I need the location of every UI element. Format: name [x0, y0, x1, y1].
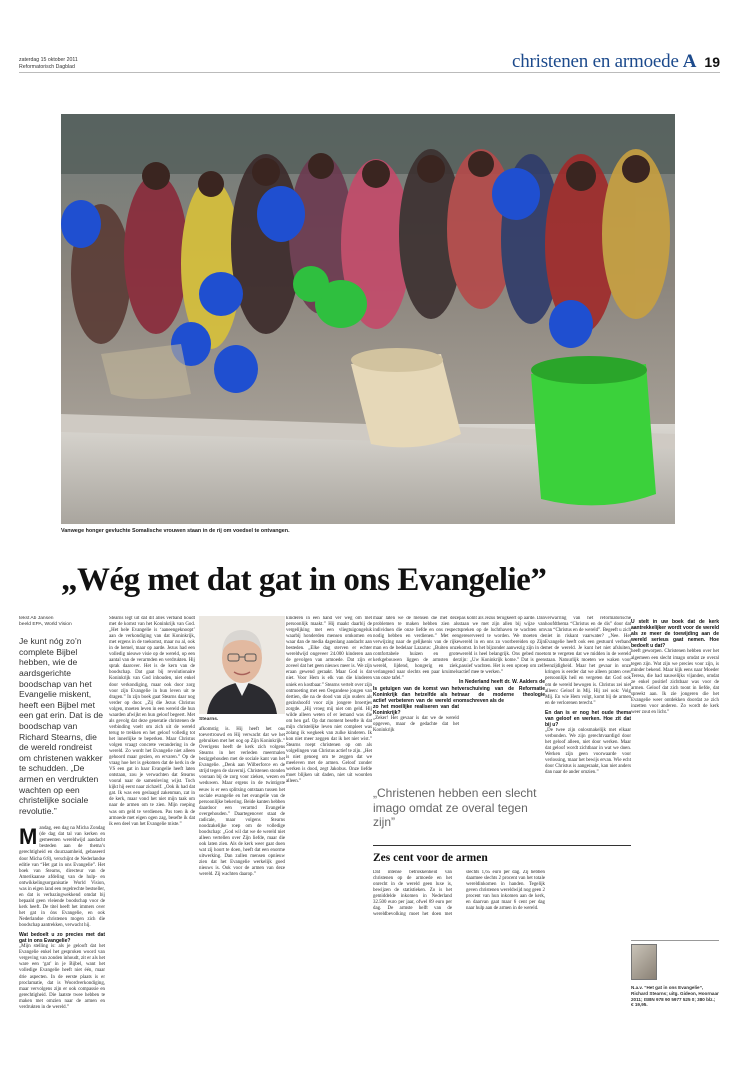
article-column-5: [373, 616, 459, 784]
sidebar-text: Dat intense betrokkenheid van christenen op de armoede en het onrecht in de wereld geen luxe is, bewijzen de statistieken. Zo is het gemiddelde inkomen in Nederland 32.500 euro per jaar, ofwel 89 euro per dag. De armste helft van de wereldbevolking moet het doen met slechts 1,65 euro per dag. Zij hebben daarmee slechts 2 procent van het totale wereldinkomen in handen. Tegelijk geven christenen wereldwijd nog geen 2 procent van hun inkomen aan de kerk, en daarvan gaat maar 6 cent per dag naar hulp aan de armen in de wereld.: [373, 870, 545, 918]
article-text: andag, een dag na Micha Zondag (de dag dat tal van kerken en gemeenten wereldwijd aandacht besteden aan de thema’s gerechtigheid en duurzaamheid, gebaseerd door Micha 6:8), verschijnt de Nederlandse editie van “Het gat in ons Evangelie”. Het boek van Stearns, directeur van de Amerikaanse afdeling van de hulp- en ontwikkelingsorganisatie World Vision, was in eigen land een regelrechte bestseller, en dat is verbazingwekkend omdat bij bepaald geen vleiende boodschap voor de kerk heeft. De titel heeft het immers over het gat in óns Evangelie, en ook Nederlandse christenen mogen zich die boodschap aantrekken, verwacht hij.: [19, 826, 105, 929]
interview-question: Wat bedoelt u zo precies met dat gat in ons Evangelie?: [19, 932, 105, 945]
header-meta: [19, 57, 78, 70]
article-paragraph: maar laten we de mensen die met deze problemen te maken hebben zien als individuen die onze liefde en ons respect nodig hebben en verdienen.” Met een verwijzing naar de gelijkenis van de rijke man en de bedelaar Lazarus: „Buiten onze comfortabele huizen en grote kerkgebouwen liggen de armsten der wereld, lijdend, hongerig en ziek, verlangend naar slechts een paar kruimels van onze tafel.”: [373, 616, 459, 682]
article-paragraph: verwarring van het reformatorische hoofdthema “Christus en de dis” door dat van “Christus en de wereld”. Begeeft u zich niet in riskant vaarwater? „Nee. Het Evangelie heeft ook een gestuurd verband met de wereld. Je kunt het niet afsluiten, om te vergeten dat we midden in de wereld staan. Natuurlijk moeten we waken voor eenzijdigheid. Maar het gevaar in onze kringen is eerder dat we alleen praten over persoonlijk heil en vergeten dat God ook om de wereld bewogen is. Christus zei niet alleen: Geloof in Mij. Hij zei ook: Volg Mij. En wie Hem volgt, komt bij de armen en de verlorenen terecht.”: [545, 616, 631, 706]
interview-question: Is getuigen van de komst van het Koninkrijk dan hetzelfde als het actief verbeteren van de wereld en zo het moeilijke realiseren van dat Koninkrijk?: [373, 685, 459, 716]
article-column-3: [199, 616, 285, 1056]
byline-photo: beeld EPA, World Vision: [19, 622, 72, 628]
article-paragraph: kinderen in een hand ver weg om met persoonlijk maakt.” Hij maakt daarbij de vergelijking met een vliegtuigongeluk waarbij honderden mensen omkomen en waar dan de media dagenlang aandacht aan besteden. „Elke dag sterven er echter wereldwijd ongeveer 24.000 kinderen aan de gevolgen van armoede. Dat zijn er zoveel dat het geen nieuws meer is. We zijn eraan gewend geraakt. Maar God is dat niet. Voor Hem is elk van die kinderen uniek en kostbaar.” Stearns vertelt over zijn ontmoeting met een Oegandese jongen van dertien, die na de dood van zijn ouders als gezinshoofd voor zijn jongere broertjes zorgde. „Hij vroeg mij niet om geld. Hij wilde alleen weten of er iemand was die om hen gaf. Op dat moment besefte ik dat mijn christelijke leven niet compleet was zolang ik wegkeek van zulke kinderen. Ik kon niet meer zeggen dat ik het niet wist.” Stearns roept christenen op om als volgelingen van Christus actief te zijn. „Het is niet genoeg om te zeggen dat we meeleven met de armen. Geloof zonder werken is dood, zegt Jakobus. Onze liefde moet blijken uit daden, niet uit woorden alleen.”: [286, 616, 372, 785]
article-paragraph: pas komt als Jezus terugkeert op aarde. Dan staan we met zijn allen bij wijze van spreken op de luchthaven te wachten om gereserveerd te worden. We moeten de wereld in en ons zo voorbereiden op Zijn komst. In het bijzonder aanwezig zijn in de wereld is heel belangrijk. Ons gebed moet zijn: „Uw Koninkrijk kome.” Dat is geen passief wachten. Het is een oproep om zelf actief mee te werken.”: [459, 616, 545, 676]
byline: [19, 616, 105, 628]
article-paragraph: [19, 826, 105, 929]
section-title: christenen en armoede: [511, 51, 679, 72]
pull-quote: „Christenen hebben een slecht imago omdat ze overal tegen zijn”: [373, 786, 537, 829]
issue-date: zaterdag 15 oktober 2011: [19, 57, 78, 63]
article-paragraph: Stearns legt uit dat dit alles verband houdt met de komst van het Koninkrijk van God. „Het hele Evangelie is ‘aaneengeknoopt’ aan de verkondiging van dat Koninkrijk, met ergens in de toekomst, maar nu al, ook in de hemel, maar op aarde. Jezus had een volledig nieuwe visie op de wereld, op een aantal van de verarmden en verdrukten. Hij sprak daarover. Het is de kern van de boodschap. Dat gaat bij revolutionaire Koninkrijk van God inhouden, niet enkel door verkondiging, maar ook door zorg voor zijn Evangelie in hun leven uit te dragen.” In zijn boek gaat Stearns daar nog verder op door. „Zij die Jezus Christus volgen, moeten leven in een wereld die hun waarden afwijkt en hun geloof begeert. Met als gevolg dat deze generatie christenen de verbinding voelt om zich uit de wereld terug te trekken en het geloof volledig tot het innerlijke te beperken. Maar Christus volgen vraagt concrete verandering in de wereld. Zo wordt het Evangelie niet alleen gehoord maar gezien, en ervaren.” Op de vraag hoe het is gekomen dat de kerk in de VS een gat in haar Evangelie heeft laten ontstaan, zou je verwachten dat Stearns vooral naar de samenleving wijst. Toch kijkt hij eerst naar zichzelf. „Ook ik had dat gat. Ik was een geslaagd zakenman, zat in de kerk, maar vond het niet mijn taak om naar de armen om te zien. Mijn roeping was om geld te verdienen. Pas toen ik de armoede met eigen ogen zag, besefte ik dat ik een deel van het Evangelie miste.”: [109, 616, 195, 827]
header-divider: [19, 72, 720, 73]
article-paragraph: „De twee zijn onlosmakelijk met elkaar verbonden. We zijn gerechtvaardigd door het geloof alleen, niet door werken. Maar dat geloof wordt zichtbaar in wat we doen. Werken zijn geen voorwaarde voor verlossing, maar het bewijs ervan. Wie echt door Christus is aangeraakt, kan niet anders dan naar de ander omzien.”: [545, 727, 631, 776]
interview-question: En dan is er nog het oude thema van geloof en werken. Hoe zit dat bij u?: [545, 709, 631, 728]
article-headline: „Wég met dat gat in ons Evangelie”: [61, 562, 547, 598]
interview-question: In Nederland heeft dr. W. Aalders de verschuiving van de Reformatie naar de moderne theologie omschreven als de: [459, 679, 545, 704]
newspaper-name: Reformatorisch Dagblad: [19, 63, 75, 70]
portrait-caption: Stearns.: [199, 717, 219, 722]
article-lead: Je kunt nóg zo’n complete Bijbel hebben, wie de aardsgerichte boodschap van het Evangelie miskent, heeft een Bijbel met een gat erin. Dat is de boodschap van Richard Stearns, die de wereld rondreist om christenen wakker te schudden. „De armen en verdrukten wachten op een christelijke sociale revolutie.”: [19, 636, 104, 816]
article-column-8: [631, 616, 719, 934]
photo-caption: Vanwege honger gevluchte Somalische vrouwen staan in de rij om voedsel te ontvangen.: [61, 528, 290, 534]
sidebar-article: [373, 870, 545, 1056]
article-paragraph: heeft geworpen. Christenen hebben over het algemeen een slecht imago omdat ze overal tegen zijn. Wat zijn we precies voor zijn, is minder bekend. Maar kijk eens naar Moeder Teresa, die had nauwelijks vijanden, omdat ze enkel positief zichtbaar was voor de armen. Geloof dat zich toont in liefde, dat spreekt aan. Ik zie jongeren die het Evangelie weer ontdekken doordat ze zich inzetten voor anderen. Zo wordt de kerk weer zout en licht.”: [631, 649, 719, 715]
author-portrait: [199, 616, 285, 714]
book-info-text: N.a.v. “Het gat in ons Evangelie”, Richard Stearns; uitg. Gideon, Hoornaar 2011; ISBN 978 90 5977 525 0; 380 blz.; € 19,95.: [631, 985, 719, 1008]
article-paragraph: afkomstig is. Hij heeft het ons toevertrouwd en Hij verwacht dat we het gebruiken met het oog op Zijn Koninkrijk.” Overigens heeft de kerk zich volgens Stearns in het verleden meermalen beziggehouden met de sociale kant van het Evangelie. „Denk aan Wilberforce en de strijd tegen de slavernij. Christenen stonden vooraan bij de zorg voor zieken, wezen en weduwen. Maar ergens in de twintigste eeuw is er een splitsing ontstaan tussen het sociale evangelie en het evangelie van de persoonlijke bekering. Beide kanten hebben daardoor een verarmd Evangelie overgehouden.” Daartegenover staat de radicale, maar volgens Stearns noodzakelijke roep om de volledige boodschap: „God wil dat we de wereld niet alleen vertellen over Zijn liefde, maar die ook laten zien. Als de kerk weer gaat doen wat zij hoort te doen, heeft dat een enorme uitwerking. Dan zullen mensen opnieuw zien dat het Evangelie werkelijk goed nieuws is. Ook voor de armen van deze wereld. Zij wachten daarop.”: [199, 727, 285, 878]
article-column-2: [109, 616, 195, 1056]
byline-text: tekst Ab Jansen: [19, 616, 54, 621]
article-column-7: [545, 616, 631, 1056]
portrait-illustration: [199, 616, 285, 714]
article-column-4: [286, 616, 372, 1056]
news-photo: [61, 114, 675, 524]
article-column-1: [19, 616, 105, 1056]
section-letter: A: [682, 51, 697, 72]
article-paragraph: „Mijn stelling is: als je gelooft dat het Evangelie enkel het gesproken woord van vergeving van zonden inhoudt, zit er als het ware een ‘gat’ in je Bijbel, want het volledige Evangelie heeft niet één, maar drie aspecten. In de eerste plaats is er proclamatie, dat is Woordverkondiging, maar vervolgens zijn er ook compassie en gerechtigheid. Die laatste twee hebben te maken met omzien naar de armen en verdrukten in de wereld.”: [19, 944, 105, 1010]
article-column-6: [459, 616, 545, 784]
drop-cap: M: [19, 824, 38, 850]
interview-question: U stelt in uw boek dat de kerk aantrekkelijker wordt voor de wereld als ze meer de toewijding aan de wereld serieus gaat nemen. Hoe bedoelt u dat?: [631, 619, 719, 650]
section-header: [512, 51, 720, 73]
section-subhead: Zes cent voor de armen: [373, 852, 488, 864]
refugee-queue-illustration: [61, 114, 675, 524]
book-cover: [631, 944, 657, 980]
page-number: 19: [704, 54, 720, 70]
article-paragraph: „Zeker! Het gevaar is dat we de wereld opgeven, maar de gedachte dat het Koninkrijk: [373, 715, 459, 734]
